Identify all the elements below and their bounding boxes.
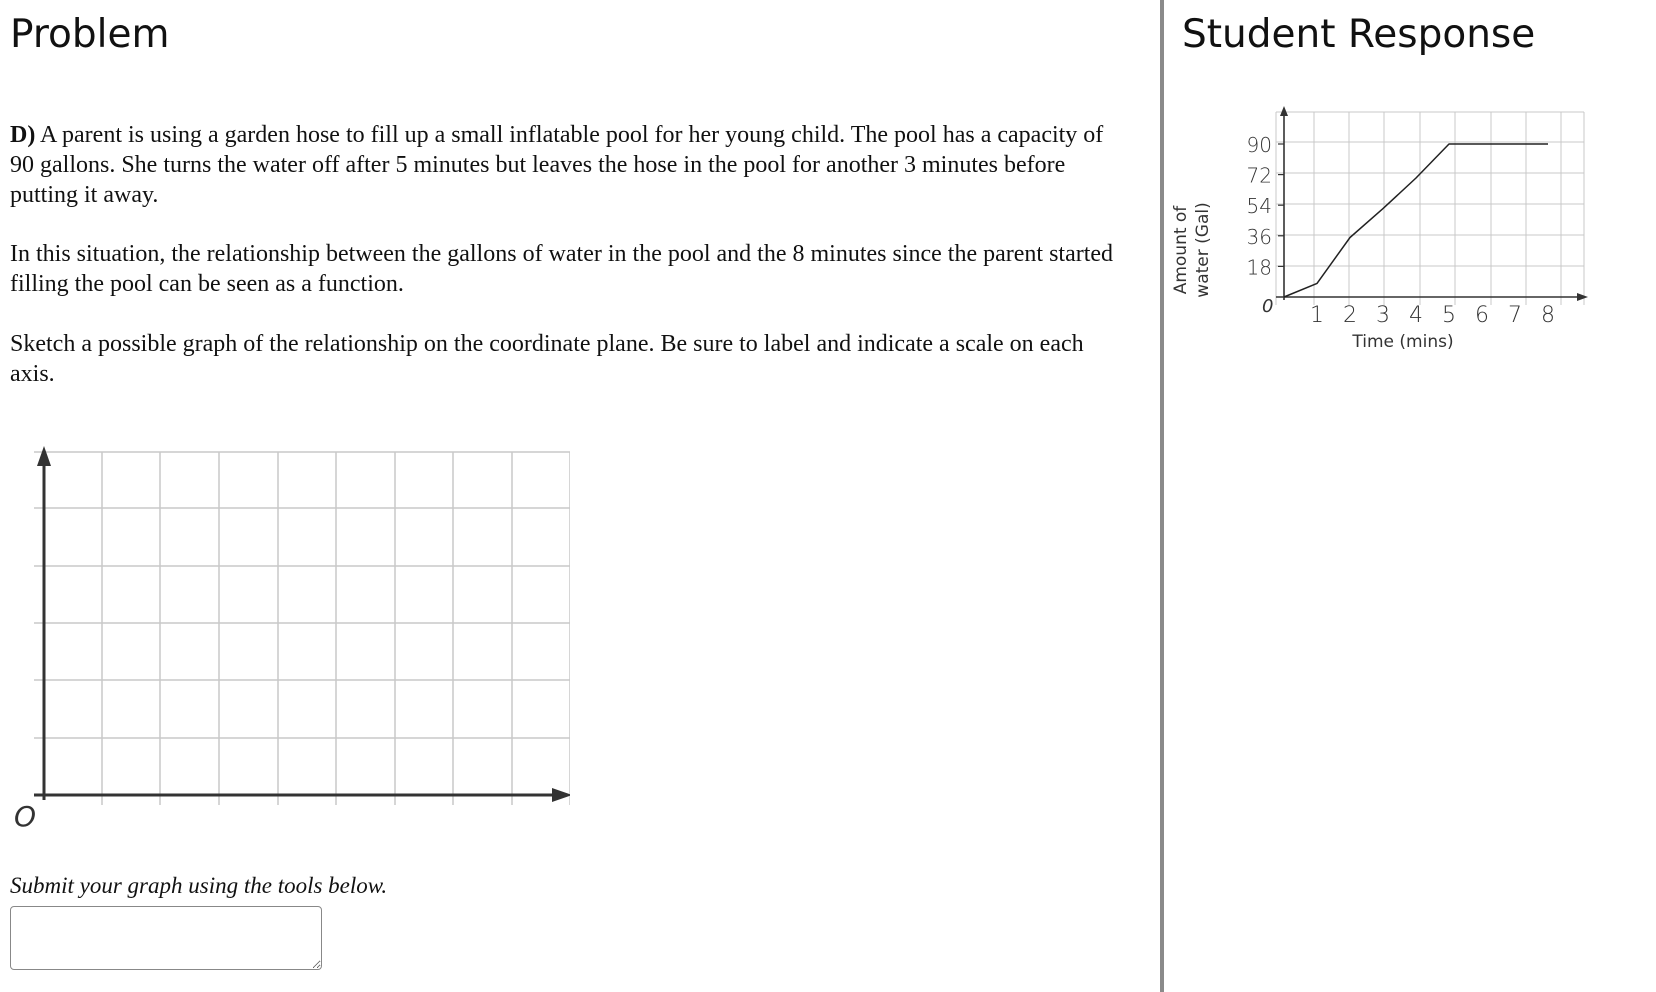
x-tick-label: 6 [1475, 303, 1489, 328]
problem-paragraph-2: In this situation, the relationship between the gallons of water in the pool and the 8 minutes since the parent started filling the pool can be seen as a function. [10, 241, 1114, 297]
part-label: D) [10, 122, 36, 148]
blank-origin-label: O [14, 800, 37, 833]
x-tick-label: 8 [1541, 303, 1555, 328]
submit-instructions: Submit your graph using the tools below. [10, 873, 388, 898]
blank-grid-lines [34, 452, 570, 805]
answer-input[interactable] [10, 906, 322, 970]
student-tick-labels [1247, 133, 1555, 328]
problem-paragraph-3: Sketch a possible graph of the relationship on the coordinate plane. Be sure to label and indicate a scale on each axis. [10, 331, 1084, 387]
problem-paragraph-1 [10, 120, 1120, 210]
y-tick-label: 90 [1246, 133, 1272, 157]
student-sketch-line [1284, 144, 1548, 297]
blank-y-axis-arrow [37, 446, 51, 466]
student-origin-label: 0 [1262, 296, 1274, 317]
x-tick-label: 4 [1409, 303, 1423, 328]
student-x-axis-label: Time (mins) [1352, 332, 1454, 352]
blank-x-axis-arrow [552, 788, 570, 802]
response-pane [1164, 0, 1656, 992]
x-tick-label: 3 [1376, 303, 1390, 328]
student-y-axis-arrow [1280, 106, 1288, 116]
x-tick-label: 1 [1310, 303, 1324, 328]
y-tick-label: 36 [1246, 224, 1272, 249]
x-tick-label: 7 [1508, 303, 1522, 328]
y-axis-label-line2: water (Gal) [1193, 202, 1213, 298]
student-x-axis-arrow [1577, 293, 1588, 301]
blank-coordinate-plane [10, 440, 570, 840]
y-tick-label: 18 [1246, 255, 1272, 280]
problem-heading: Problem [10, 12, 170, 57]
y-axis-label-line1: Amount of [1171, 205, 1191, 295]
response-heading: Student Response [1182, 12, 1536, 57]
y-tick-label: 72 [1246, 163, 1272, 188]
paragraph-1-text: A parent is using a garden hose to fill up a small inflatable pool for her young child. The pool has a capacity of 90 gallons. She turns the water off after 5 minutes but leaves the hose in the pool for another 3 minutes before putting it away. [10, 122, 1104, 208]
student-graph [1164, 100, 1644, 380]
x-tick-label: 5 [1442, 303, 1456, 328]
y-tick-label: 54 [1246, 194, 1272, 219]
x-tick-label: 2 [1343, 303, 1357, 328]
